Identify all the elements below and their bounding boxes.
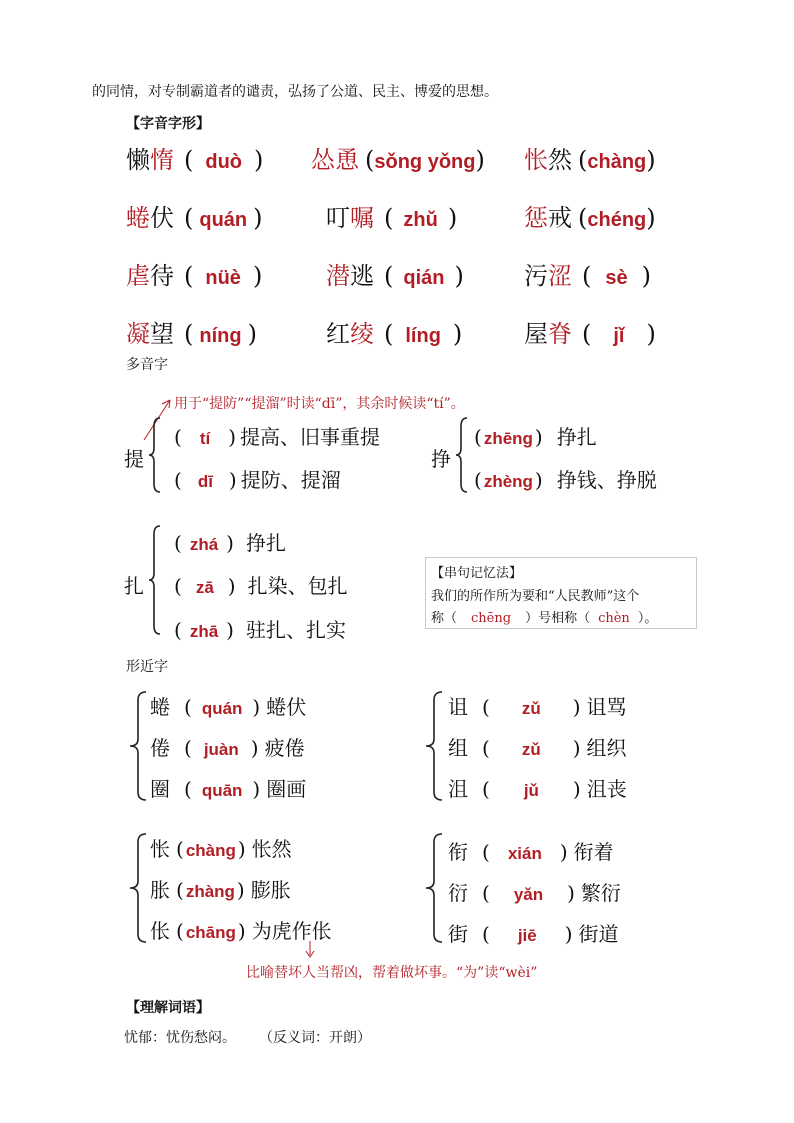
duoyin-char-zheng: 挣	[431, 447, 451, 471]
pron-item: 潜逃 ( qián )	[326, 262, 464, 290]
xingjin-item: 衔 ( xián ) 衔着	[448, 840, 614, 864]
pron-item: 凝望 ( níng )	[126, 320, 257, 348]
intro-line: 的同情，对专制霸道者的谴责，弘扬了公道、民主、博爱的思想。	[92, 84, 498, 100]
xingjin-item: 沮 ( jǔ ) 沮丧	[448, 777, 627, 801]
section-title-xing-jin-zi: 形近字	[126, 659, 168, 675]
brace	[424, 832, 444, 944]
xingjin-item: 诅 ( zǔ ) 诅骂	[448, 695, 627, 719]
memory-box-line1: 我们的所作所为要和“人民教师”这个	[431, 589, 640, 604]
pron-item: 懒惰 ( duò )	[126, 146, 264, 174]
pron-item: 红绫 ( líng )	[326, 320, 463, 348]
duoyin-item: ( tí ) 提高、旧事重提	[174, 425, 381, 449]
annotation-arrow	[304, 940, 316, 960]
pron-item: 虐待 ( nüè )	[126, 262, 263, 290]
pron-item: 蜷伏 ( quán )	[126, 204, 263, 232]
duoyin-item: ( zhá ) 挣扎	[174, 531, 286, 555]
memory-box-line2: 称（ chēng ）号相称（ chèn ）。	[431, 611, 658, 626]
brace	[455, 416, 469, 494]
pron-item: 屋脊 ( jǐ )	[524, 320, 656, 348]
memory-box	[425, 557, 697, 629]
xingjin-item: 胀 ( zhàng ) 膨胀	[150, 878, 291, 902]
brace	[128, 690, 148, 802]
duoyin-char-zha: 扎	[124, 574, 144, 598]
xingjin-item: 伥 ( chāng ) 为虎作伥	[150, 919, 332, 943]
section-title-duo-yin-zi: 多音字	[126, 357, 168, 373]
brace	[148, 524, 162, 636]
brace	[128, 832, 148, 944]
duoyin-item: ( zhēng ) 挣扎	[474, 425, 597, 449]
pron-item: 污涩 ( sè )	[524, 262, 651, 290]
brace	[424, 690, 444, 802]
brace	[148, 416, 162, 494]
duoyin-item: ( dī ) 提防、提溜	[174, 468, 341, 492]
section-title-li-jie-ci-yu: 【理解词语】	[126, 1000, 210, 1016]
duoyin-item: ( zhèng ) 挣钱、挣脱	[474, 468, 657, 492]
xingjin-item: 怅 ( chàng ) 怅然	[150, 837, 292, 861]
definition-youyu: 忧郁：忧伤愁闷。 （反义词：开朗）	[124, 1030, 371, 1046]
duoyin-item: ( zā ) 扎染、包扎	[174, 574, 348, 598]
xingjin-item: 衍 ( yǎn ) 繁衍	[448, 881, 621, 905]
pron-item: 怂恿 (sǒng yǒng)	[311, 146, 485, 174]
section-title-zi-yin-zi-xing: 【字音字形】	[126, 116, 210, 132]
duoyin-char-ti: 提	[124, 447, 144, 471]
xingjin-item: 圈 ( quān ) 圈画	[150, 777, 307, 801]
xingjin-item: 街 ( jiē ) 街道	[448, 922, 619, 946]
pron-item: 怅然 (chàng)	[524, 146, 656, 174]
pron-item: 叮嘱 ( zhǔ )	[326, 204, 458, 232]
xingjin-item: 组 ( zǔ ) 组织	[448, 736, 627, 760]
ti-note: 用于“提防”“提溜”时读“dī”，其余时候读“tí”。	[174, 396, 465, 412]
xingjin-item: 蜷 ( quán ) 蜷伏	[150, 695, 307, 719]
duoyin-item: ( zhā ) 驻扎、扎实	[174, 618, 346, 642]
chang-note: 比喻替坏人当帮凶，帮着做坏事。“为”读“wèi”	[246, 965, 538, 981]
pron-item: 惩戒 (chéng)	[524, 204, 656, 232]
memory-box-title: 【串句记忆法】	[431, 566, 523, 581]
xingjin-item: 倦 ( juàn ) 疲倦	[150, 736, 305, 760]
